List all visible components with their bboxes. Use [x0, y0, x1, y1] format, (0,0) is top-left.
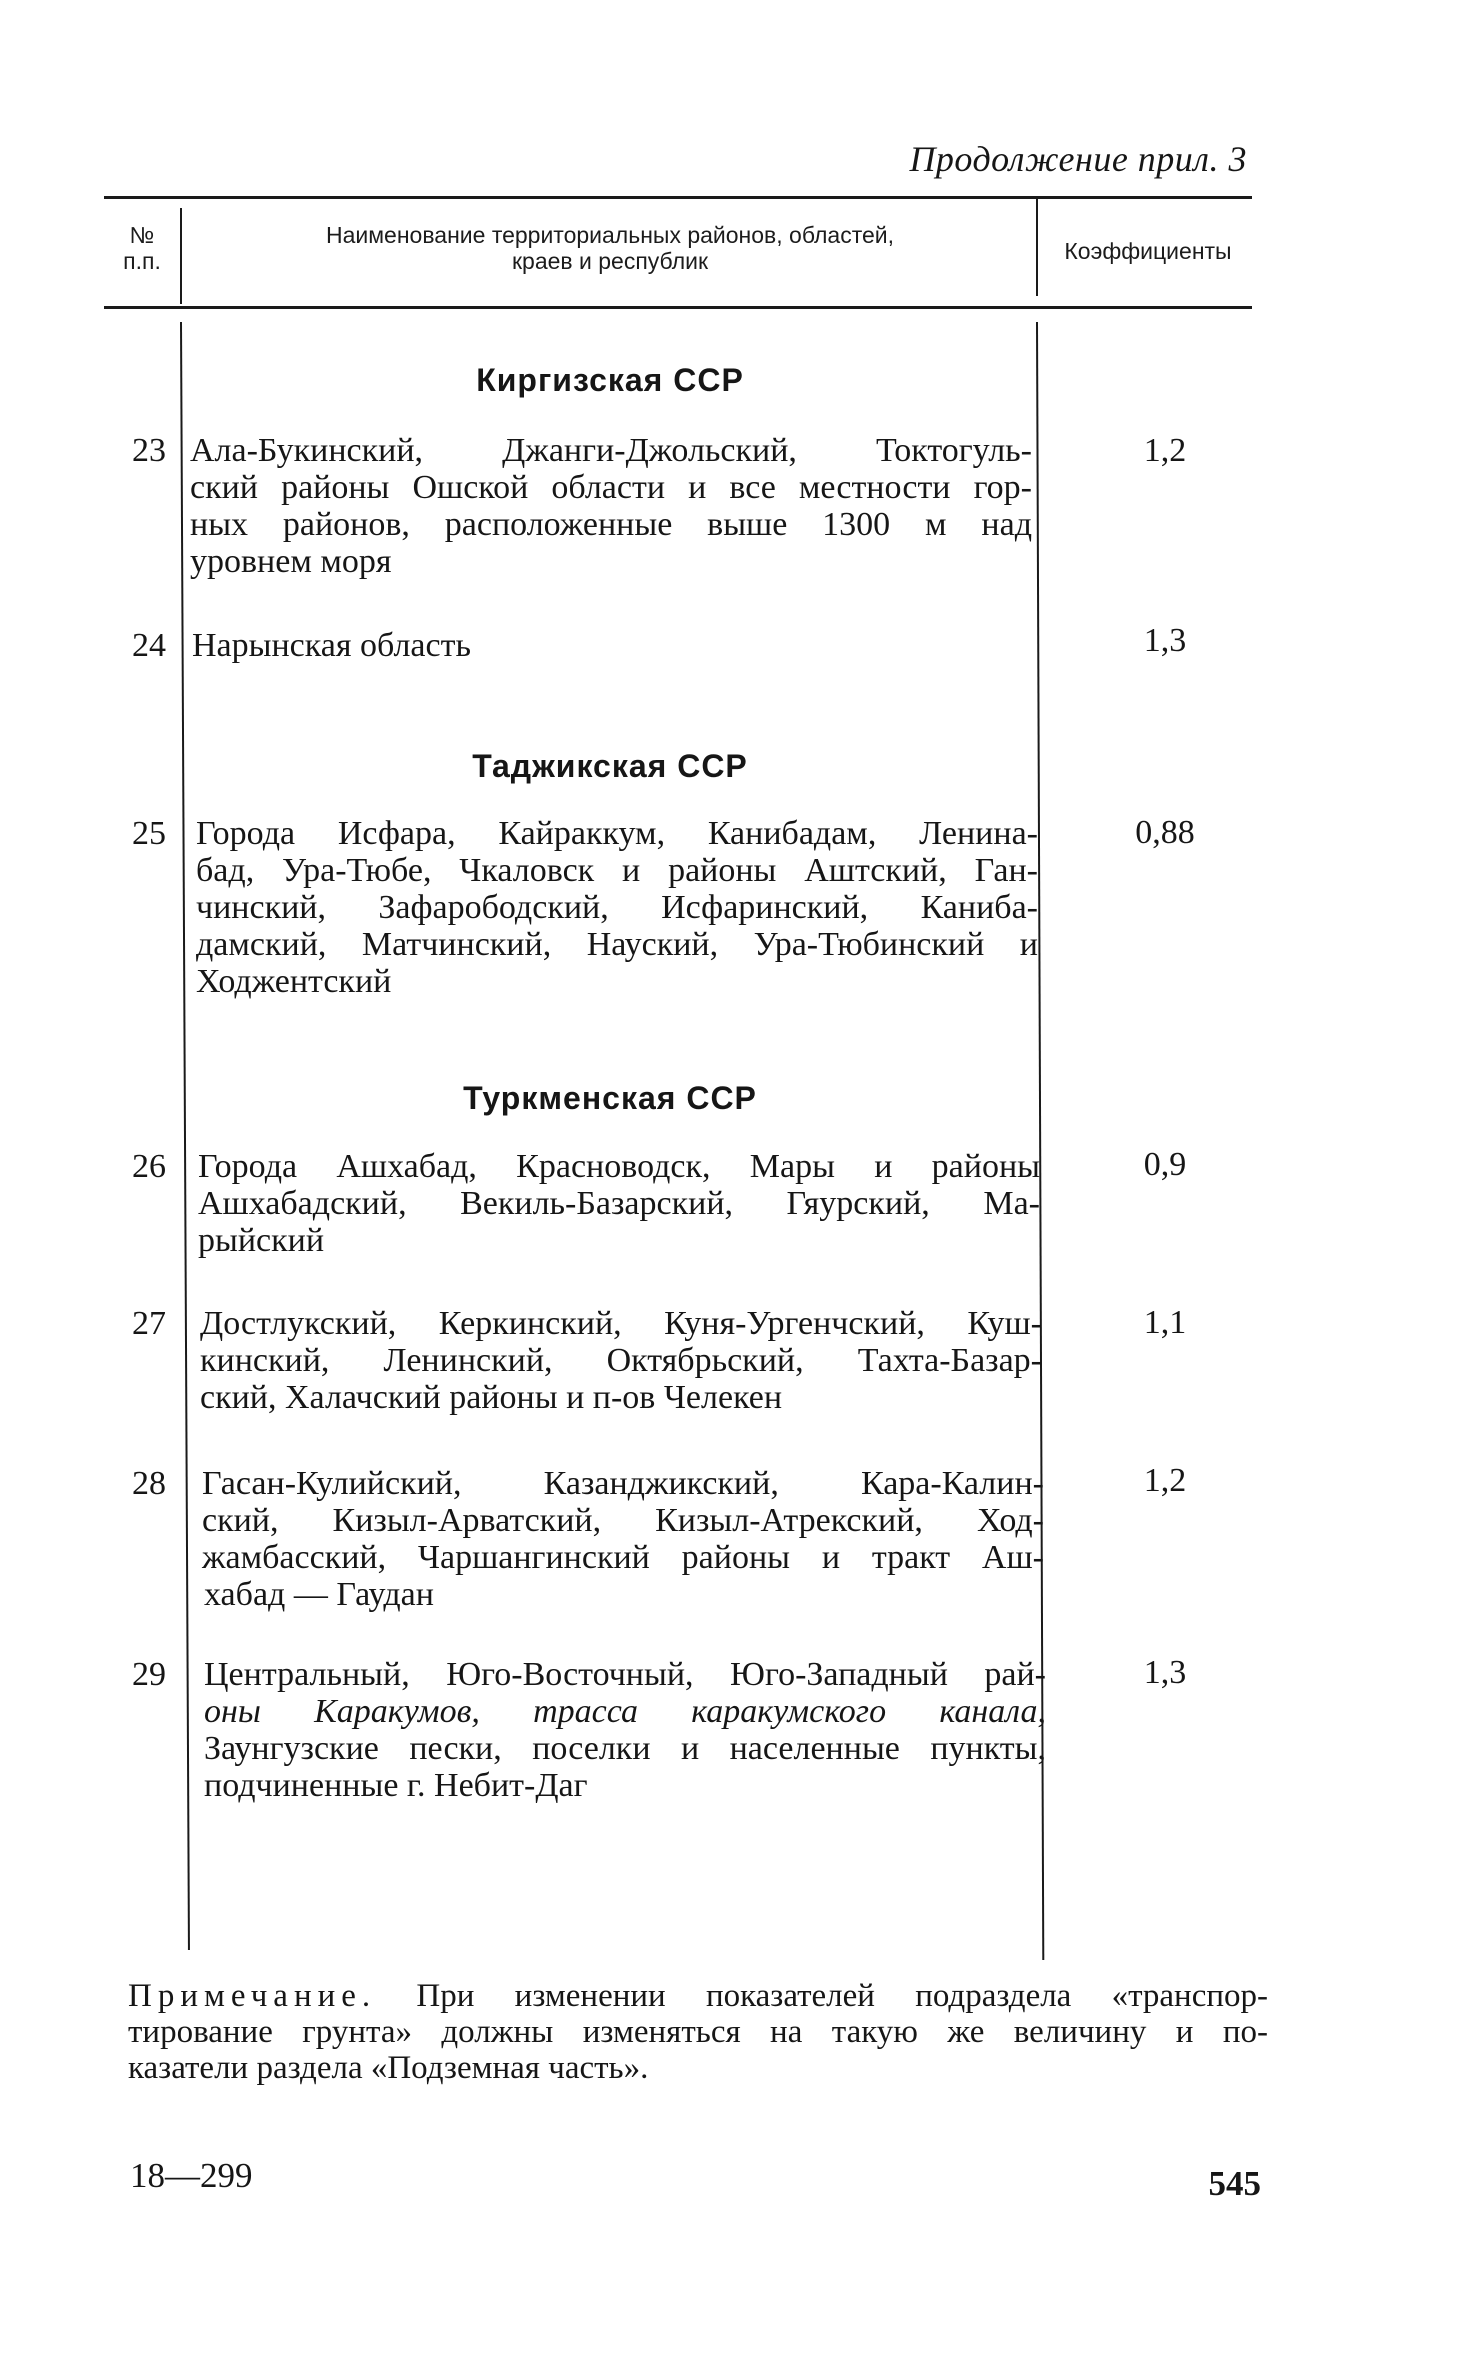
printer-signature: 18—299	[130, 2156, 253, 2195]
column-header-num-line2: п.п.	[123, 248, 161, 274]
header-divider-1	[180, 208, 182, 304]
footnote-text-1: При изменении показателей подраздела «транспор-	[416, 1978, 1268, 2014]
row-27-number: 27	[132, 1305, 166, 1342]
column-header-name-line2: краев и республик	[511, 248, 709, 274]
row-23-line-1: Ала-Букинский, Джанги-Джольский, Токтогуль-	[190, 432, 1032, 469]
footnote-label: Примечание.	[128, 1978, 377, 2014]
row-23-description	[190, 432, 1032, 580]
row-28-line-3: жамбасский, Чаршангинский районы и тракт Аш-	[202, 1539, 1044, 1576]
row-27-description	[200, 1305, 1042, 1416]
row-24-number: 24	[132, 627, 166, 664]
row-25-description	[196, 815, 1038, 1000]
row-25-line-2: бад, Ура-Тюбе, Чкаловск и районы Аштский, Ган-	[196, 852, 1038, 889]
section-title-tajik: Таджикская ССР	[472, 748, 748, 784]
row-23-line-4: уровнем моря	[190, 543, 392, 580]
row-27-coefficient: 1,1	[1143, 1304, 1187, 1341]
column-header-name	[190, 222, 1030, 274]
row-24-line-1: Нарынская область	[192, 627, 471, 664]
row-25-number: 25	[132, 815, 166, 852]
column-header-name-line1: Наименование территориальных районов, областей,	[325, 222, 894, 248]
row-29-description	[204, 1656, 1046, 1804]
footnote-line-3: казатели раздела «Подземная часть».	[128, 2050, 649, 2086]
row-26-line-1: Города Ашхабад, Красноводск, Мары и районы	[198, 1148, 1040, 1185]
row-29-line-3: Заунгузские пески, поселки и населенные пункты,	[204, 1730, 1046, 1767]
row-25-line-1: Города Исфара, Кайраккум, Канибадам, Ленина-	[196, 815, 1038, 852]
row-27-line-2: кинский, Ленинский, Октябрьский, Тахта-Базар-	[200, 1342, 1042, 1379]
row-29-line-2: оны Каракумов, трасса каракумского канала,	[204, 1693, 1046, 1730]
table-top-rule	[104, 196, 1252, 199]
section-title-turkmen: Туркменская ССР	[463, 1080, 757, 1116]
page-number: 545	[1208, 2164, 1261, 2203]
header-divider-2	[1036, 196, 1038, 296]
footnote	[128, 1978, 1268, 2086]
column-header-coef: Коэффициенты	[1064, 238, 1232, 264]
row-23-line-3: ных районов, расположенные выше 1300 м над	[190, 506, 1032, 543]
row-25-line-5: Ходжентский	[196, 963, 392, 1000]
row-29-coefficient: 1,3	[1143, 1654, 1187, 1691]
continuation-label: Продолжение прил. 3	[909, 139, 1247, 179]
row-26-line-2: Ашхабадский, Векиль-Базарский, Гяурский, Ма-	[198, 1185, 1040, 1222]
row-27-line-3: ский, Халачский районы и п-ов Челекен	[200, 1379, 783, 1416]
row-26-coefficient: 0,9	[1143, 1146, 1187, 1183]
row-25-line-4: дамский, Матчинский, Науский, Ура-Тюбинский и	[196, 926, 1038, 963]
row-27-line-1: Достлукский, Керкинский, Куня-Ургенчский, Куш-	[200, 1305, 1042, 1342]
row-28-line-4: хабад — Гаудан	[204, 1576, 434, 1613]
row-29-line-1: Центральный, Юго-Восточный, Юго-Западный рай-	[204, 1656, 1046, 1693]
row-28-coefficient: 1,2	[1143, 1462, 1187, 1499]
row-25-line-3: чинский, Зафарободский, Исфаринский, Каниба-	[196, 889, 1038, 926]
header-bottom-rule	[104, 306, 1252, 309]
row-29-number: 29	[132, 1656, 166, 1693]
row-28-line-2: ский, Кизыл-Арватский, Кизыл-Атрекский, Ход-	[202, 1502, 1044, 1539]
row-24-description	[192, 627, 1034, 664]
row-29-line-4: подчиненные г. Небит-Даг	[204, 1767, 588, 1804]
body-divider-1	[180, 322, 190, 1950]
row-26-number: 26	[132, 1148, 166, 1185]
row-23-coefficient: 1,2	[1143, 432, 1187, 469]
footnote-line-2: тирование грунта» должны изменяться на такую же величину и по-	[128, 2014, 1268, 2050]
row-28-description	[202, 1465, 1044, 1613]
footnote-line-1	[128, 1978, 1268, 2014]
row-23-number: 23	[132, 432, 166, 469]
section-title-kyrgyz: Киргизская ССР	[476, 362, 744, 398]
row-25-coefficient: 0,88	[1135, 814, 1195, 851]
column-header-num	[104, 222, 180, 274]
row-28-line-1: Гасан-Кулийский, Казанджикский, Кара-Калин-	[202, 1465, 1044, 1502]
row-23-line-2: ский районы Ошской области и все местности гор-	[190, 469, 1032, 506]
row-26-line-3: рыйский	[198, 1222, 325, 1259]
row-24-coefficient: 1,3	[1143, 622, 1187, 659]
row-26-description	[198, 1148, 1040, 1259]
column-header-num-line1: №	[129, 222, 155, 248]
row-28-number: 28	[132, 1465, 166, 1502]
